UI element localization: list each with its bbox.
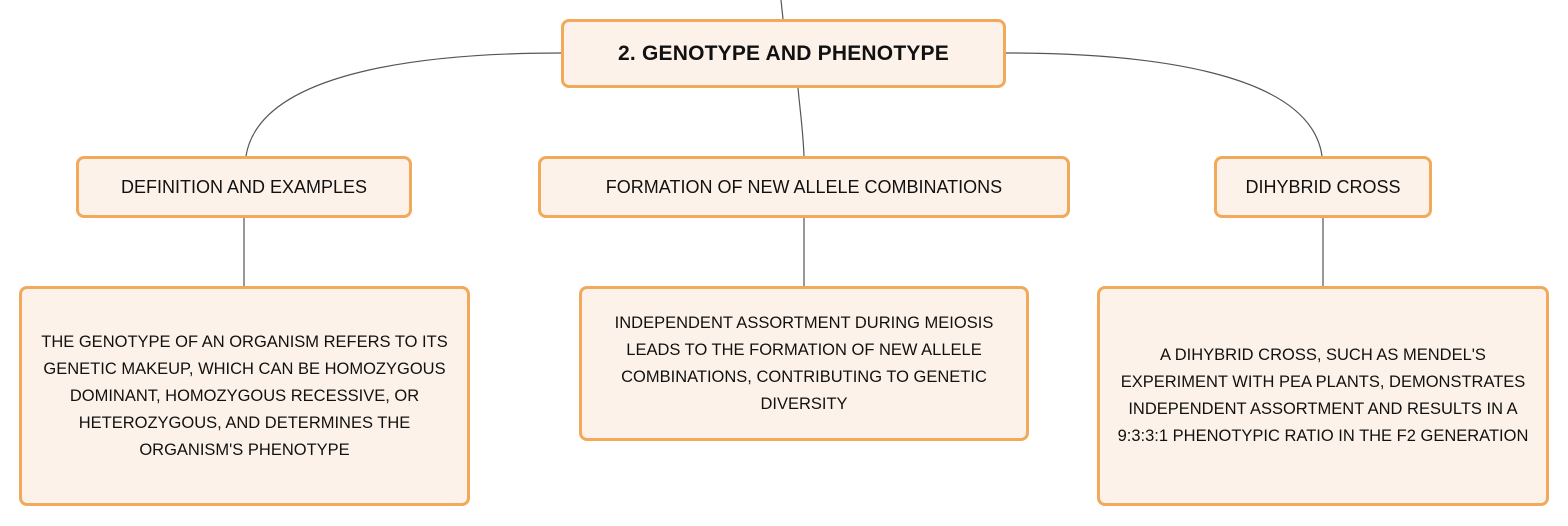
topic-node-label: DEFINITION AND EXAMPLES bbox=[120, 176, 368, 197]
connector-incoming bbox=[781, 0, 783, 19]
connector-root-to-topic-2 bbox=[798, 88, 804, 156]
root-node[interactable] bbox=[561, 19, 1006, 88]
topic-node-label: FORMATION OF NEW ALLELE COMBINATIONS bbox=[605, 176, 1003, 197]
topic-node-label: DIHYBRID CROSS bbox=[1245, 176, 1401, 197]
detail-node-text: THE GENOTYPE OF AN ORGANISM REFERS TO ITS GENETIC MAKEUP, WHICH CAN BE HOMOZYGOUS DOMINANT, HOMOZYGOUS RECESSIVE, OR HETEROZYGOUS, AND DETERMINES THE ORGANISM'S PHENOTYPE bbox=[41, 332, 448, 459]
detail-node-independent-assortment[interactable] bbox=[579, 286, 1029, 441]
detail-node-text: INDEPENDENT ASSORTMENT DURING MEIOSIS LEADS TO THE FORMATION OF NEW ALLELE COMBINATIONS, CONTRIBUTING TO GENETIC DIVERSITY bbox=[614, 313, 994, 413]
connector-root-to-topic-3 bbox=[1006, 53, 1322, 156]
root-node-label: 2. GENOTYPE AND PHENOTYPE bbox=[618, 41, 949, 65]
connector-root-to-topic-1 bbox=[246, 53, 561, 156]
detail-node-genotype-definition[interactable] bbox=[19, 286, 470, 506]
topic-node-dihybrid-cross[interactable] bbox=[1214, 156, 1432, 218]
topic-node-formation-of-new-allele-combinations[interactable] bbox=[538, 156, 1070, 218]
detail-node-dihybrid-cross[interactable] bbox=[1097, 286, 1549, 506]
detail-node-text: A DIHYBRID CROSS, SUCH AS MENDEL'S EXPERIMENT WITH PEA PLANTS, DEMONSTRATES INDEPENDENT ASSORTMENT AND RESULTS IN A 9:3:3:1 PHENOTYPIC RATIO IN THE F2 GENERATION bbox=[1117, 346, 1529, 445]
topic-node-definition-and-examples[interactable] bbox=[76, 156, 412, 218]
